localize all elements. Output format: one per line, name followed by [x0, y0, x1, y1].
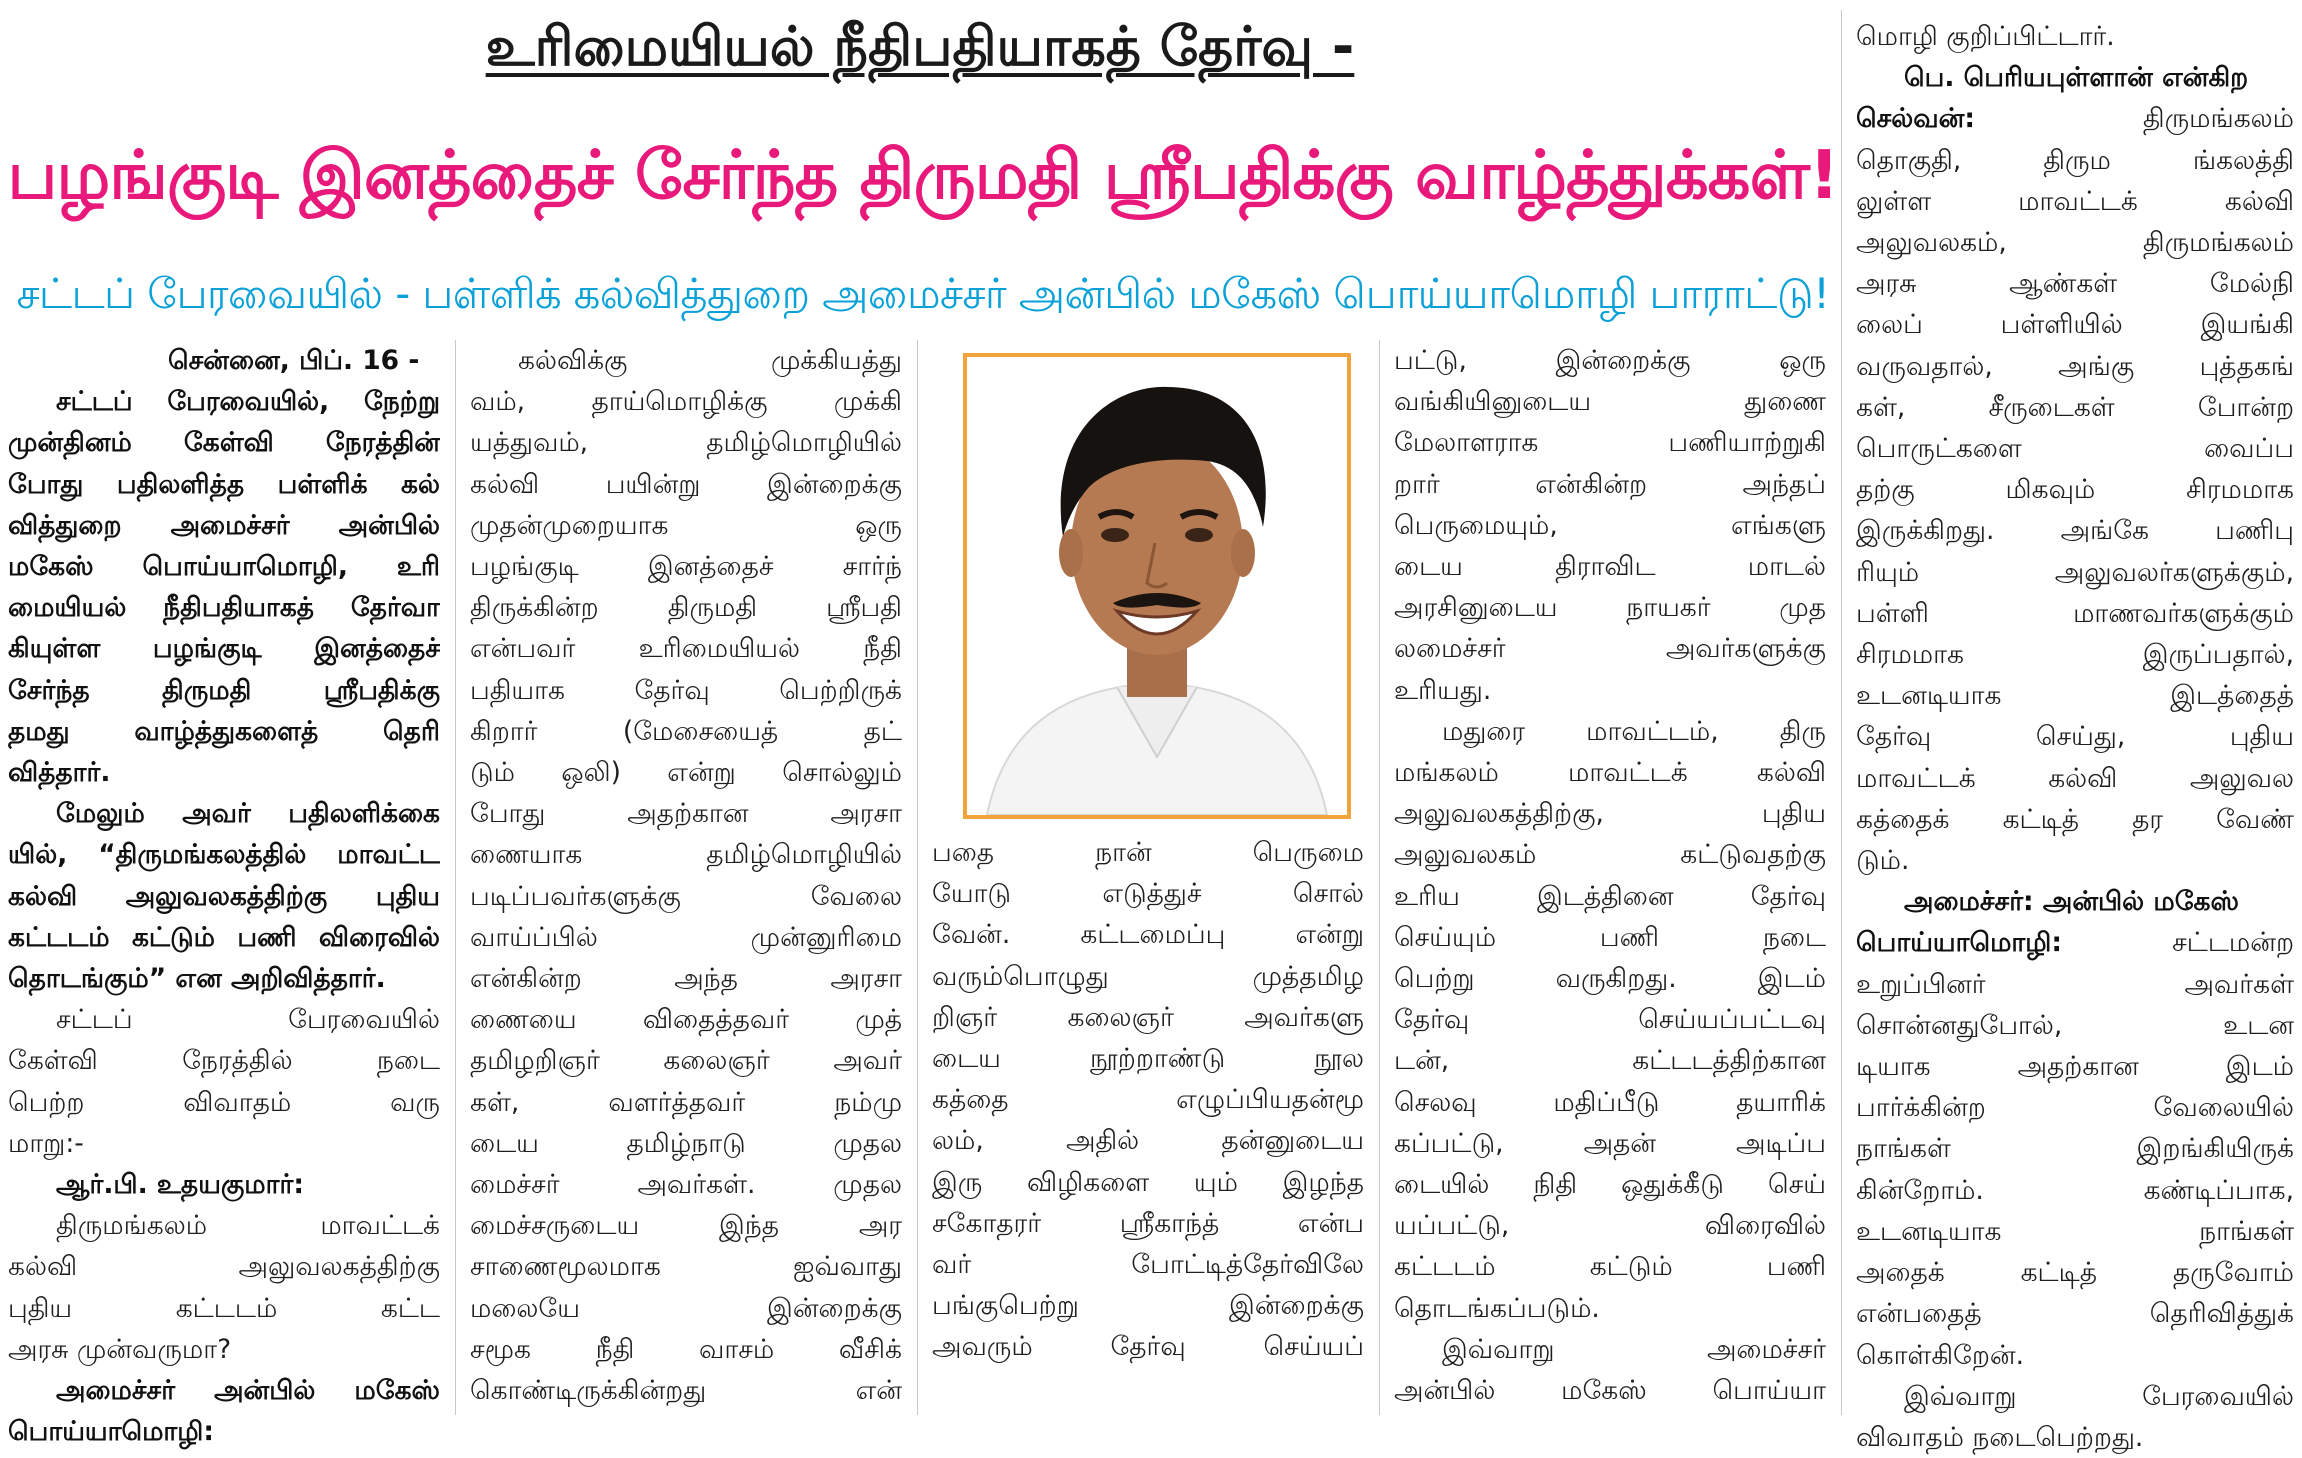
paragraph-line: லம், அதில் தன்னுடைய: [932, 1125, 1364, 1157]
paragraph-line: பள்ளி மாணவர்களுக்கும்: [1856, 597, 2294, 629]
paragraph-line: படிப்பவர்களுக்கு வேலை: [470, 880, 902, 912]
paragraph-line: வித்தார்.: [8, 757, 111, 789]
paragraph-line: கியுள்ள பழங்குடி இனத்தைச்: [8, 633, 440, 665]
paragraph-line: மலையே இன்றைக்கு: [470, 1292, 902, 1324]
speaker-label: செல்வன்:: [1856, 103, 1975, 135]
paragraph-line: செலவு மதிப்பீடு தயாரிக்: [1394, 1086, 1826, 1118]
paragraph-line: கத்தைக் கட்டித் தர வேண்: [1856, 803, 2294, 835]
paragraph-line: பதை நான் பெருமை: [932, 837, 1364, 868]
paragraph-line: சமூக நீதி வாசம் வீசிக்: [470, 1333, 902, 1365]
paragraph-line: பெற்று வருகிறது. இடம்: [1394, 963, 1826, 995]
paragraph-line: பொருட்களை வைப்ப: [1856, 433, 2294, 465]
paragraph-line: அரசினுடைய நாயகர் முத: [1394, 592, 1826, 624]
paragraph-line: மையியல் நீதிபதியாகத் தேர்வா: [8, 592, 440, 624]
paragraph-line: லைப் பள்ளியில் இயங்கி: [1856, 309, 2294, 341]
paragraph-line: சாணைமூலமாக ஐவ்வாது: [470, 1251, 902, 1283]
article-column-5: [1856, 16, 2294, 1458]
speaker-label: ஆர்.பி. உதயகுமார்:: [56, 1169, 304, 1201]
paragraph-line: மகேஸ் பொய்யாமொழி, உரி: [8, 551, 440, 583]
speaker-label: அமைச்சர்: அன்பில் மகேஸ்: [1904, 886, 2239, 918]
paragraph-line: உரியது.: [1394, 674, 1492, 706]
paragraph-line: கல்வி அலுவலகத்திற்கு புதிய: [8, 880, 440, 912]
paragraph-line: பெற்ற விவாதம் வரு: [8, 1086, 440, 1118]
paragraph-line: றார் என்கின்ற அந்தப்: [1394, 468, 1826, 500]
paragraph-line: கப்பட்டு, அதன் அடிப்ப: [1394, 1127, 1826, 1159]
minister-photo: [963, 353, 1351, 819]
paragraph-line: போது பதிலளித்த பள்ளிக் கல்: [8, 468, 440, 500]
paragraph-line: டும் ஒலி) என்று சொல்லும்: [470, 757, 902, 789]
article-column-3: [932, 832, 1364, 1368]
paragraph-line: வர் போட்டித்தேர்விலே: [932, 1249, 1364, 1281]
paragraph-line: என்கின்ற அந்த அரசா: [470, 963, 902, 995]
paragraph-line: கின்றோம். கண்டிப்பாக,: [1856, 1174, 2294, 1206]
paragraph-line: மங்கலம் மாவட்டக் கல்வி: [1394, 757, 1826, 789]
paragraph-line: கட்டடம் கட்டும் பணி: [1394, 1251, 1826, 1283]
paragraph-line: மைச்சருடைய இந்த அர: [470, 1210, 902, 1242]
paragraph-line: தொடங்கப்படும்.: [1394, 1292, 1600, 1324]
paragraph-line: திருக்கின்ற திருமதி ஸ்ரீபதி: [470, 592, 902, 624]
paragraph-line: பெருமையும், எங்களு: [1394, 509, 1826, 541]
paragraph-line: யத்துவம், தமிழ்மொழியில்: [470, 427, 902, 459]
paragraph-line: நாங்கள் இறங்கியிருக்: [1856, 1133, 2294, 1165]
dateline: சென்னை, பிப். 16 -: [168, 345, 420, 376]
paragraph-line: யில், “திருமங்கலத்தில் மாவட்ட: [8, 839, 440, 871]
paragraph-line: டன், கட்டடத்திற்கான: [1394, 1045, 1826, 1077]
paragraph-line: சேர்ந்த திருமதி ஸ்ரீபதிக்கு: [8, 674, 440, 706]
paragraph-line: புதிய கட்டடம் கட்ட: [8, 1292, 440, 1324]
paragraph-line: றிஞர் கலைஞர் அவர்களு: [932, 1001, 1364, 1033]
column-divider: [917, 340, 918, 1415]
paragraph-line: தொடங்கும்” என அறிவித்தார்.: [8, 963, 386, 995]
paragraph-line: திருமங்கலம் மாவட்டக்: [56, 1210, 440, 1242]
paragraph-line: டைய தமிழ்நாடு முதல: [470, 1127, 902, 1159]
paragraph-line: பார்க்கின்ற வேலையில்: [1856, 1092, 2294, 1124]
paragraph-line: மேலாளராக பணியாற்றுகி: [1394, 427, 1826, 459]
paragraph-line: டைய நூற்றாண்டு நூல: [932, 1043, 1364, 1075]
paragraph-line: கல்வி அலுவலகத்திற்கு: [8, 1251, 440, 1283]
speaker-label: பொய்யாமொழி:: [8, 1416, 214, 1448]
paragraph-line: மதுரை மாவட்டம், திரு: [1442, 715, 1826, 747]
paragraph-line: கள், வளர்த்தவர் நம்மு: [470, 1086, 902, 1118]
paragraph-line: தேர்வு செய்யப்பட்டவு: [1394, 1004, 1826, 1036]
paragraph-line: ணையாக தமிழ்மொழியில்: [470, 839, 902, 871]
paragraph-text: திருமங்கலம்: [2142, 103, 2294, 135]
column-divider: [455, 340, 456, 1415]
column-divider: [1379, 340, 1380, 1415]
paragraph-line: தொகுதி, திரும ங்கலத்தி: [1856, 144, 2294, 176]
speaker-label: பொய்யாமொழி:: [1856, 927, 2062, 959]
speaker-label: பெ. பெரியபுள்ளான் என்கிற: [1904, 62, 2249, 94]
paragraph-line: வருவதால், அங்கு புத்தகங்: [1856, 350, 2294, 382]
paragraph-line: [1856, 922, 2294, 963]
article-column-1: [8, 340, 440, 1452]
paragraph-line: அரசு முன்வருமா?: [8, 1333, 232, 1365]
paragraph-line: [1856, 98, 2294, 139]
sub-headline: சட்டப் பேரவையில் - பள்ளிக் கல்வித்துறை அமைச்சர் அன்பில் மகேஸ் பொய்யாமொழி பாராட்டு!: [16, 269, 1830, 318]
paragraph-line: பங்குபெற்று இன்றைக்கு: [932, 1290, 1364, 1322]
paragraph-line: அலுவலகம் கட்டுவதற்கு: [1394, 839, 1826, 871]
paragraph-line: கொண்டிருக்கின்றது என்: [470, 1375, 902, 1407]
kicker-heading: [0, 12, 1840, 82]
article-column-2: [470, 340, 902, 1411]
paragraph-line: லமைச்சர் அவர்களுக்கு: [1394, 633, 1826, 665]
paragraph-line: அவரும் தேர்வு செய்யப்: [932, 1331, 1364, 1363]
paragraph-line: அரசு ஆண்கள் மேல்நி: [1856, 268, 2294, 300]
paragraph-line: தமது வாழ்த்துகளைத் தெரி: [8, 715, 440, 747]
paragraph-line: வித்துறை அமைச்சர் அன்பில்: [8, 509, 440, 541]
paragraph-line: கல்வி பயின்று இன்றைக்கு: [470, 468, 902, 500]
paragraph-line: சிரமமாக இருப்பதால்,: [1856, 639, 2294, 671]
paragraph-line: வங்கியினுடைய துணை: [1394, 386, 1826, 418]
paragraph-line: செய்யும் பணி நடை: [1394, 921, 1826, 953]
paragraph-line: இவ்வாறு பேரவையில்: [1904, 1380, 2294, 1412]
paragraph-line: மைச்சர் அவர்கள். முதல: [470, 1169, 902, 1201]
speaker-label: அமைச்சர் அன்பில் மகேஸ்: [56, 1375, 440, 1407]
paragraph-line: பட்டு, இன்றைக்கு ஒரு: [1394, 345, 1826, 376]
paragraph-line: உரிய இடத்தினை தேர்வு: [1394, 880, 1826, 912]
kicker-text: உரிமையியல் நீதிபதியாகத் தேர்வு -: [485, 15, 1355, 78]
paragraph-line: சட்டப் பேரவையில்: [56, 1004, 440, 1036]
paragraph-text: சட்டமன்ற: [2172, 927, 2294, 959]
article-column-4: [1394, 340, 1826, 1411]
paragraph-line: தற்கு மிகவும் சிரமமாக: [1856, 474, 2294, 506]
paragraph-line: என்பவர் உரிமையியல் நீதி: [470, 633, 902, 665]
paragraph-line: அதைக் கட்டித் தருவோம்: [1856, 1257, 2294, 1289]
paragraph-line: இரு விழிகளை யும் இழந்த: [932, 1166, 1364, 1198]
paragraph-line: டைய திராவிட மாடல்: [1394, 551, 1826, 583]
paragraph-line: யப்பட்டு, விரைவில்: [1394, 1210, 1826, 1242]
paragraph-line: போது அதற்கான அரசா: [470, 798, 902, 830]
paragraph-line: கல்விக்கு முக்கியத்து: [518, 345, 902, 376]
paragraph-line: கொள்கிறேன்.: [1856, 1339, 2025, 1371]
paragraph-line: பழங்குடி இனத்தைச் சார்ந்: [470, 551, 902, 583]
paragraph-line: சகோதரர் ஸ்ரீகாந்த் என்ப: [932, 1207, 1364, 1239]
paragraph-line: வேன். கட்டமைப்பு என்று: [932, 919, 1364, 951]
paragraph-line: சட்டப் பேரவையில், நேற்று: [56, 386, 440, 418]
paragraph-line: வரும்பொழுது முத்தமிழ: [932, 960, 1364, 992]
paragraph-line: முதன்முறையாக ஒரு: [470, 509, 902, 541]
paragraph-line: வாய்ப்பில் முன்னுரிமை: [470, 921, 902, 953]
paragraph-line: அன்பில் மகேஸ் பொய்யா: [1394, 1375, 1826, 1407]
paragraph-line: இருக்கிறது. அங்கே பணிபு: [1856, 515, 2294, 547]
paragraph-line: ரியும் அலுவலர்களுக்கும்,: [1856, 556, 2294, 588]
column-divider: [1841, 10, 1842, 1415]
paragraph-line: அலுவலகத்திற்கு, புதிய: [1394, 798, 1826, 830]
paragraph-line: டியாக அதற்கான இடம்: [1856, 1051, 2294, 1083]
paragraph-line: உடனடியாக நாங்கள்: [1856, 1215, 2294, 1247]
paragraph-line: சொன்னதுபோல், உடன: [1856, 1009, 2294, 1041]
paragraph-line: கிறார் (மேசையைத் தட்: [470, 715, 902, 747]
paragraph-line: பதியாக தேர்வு பெற்றிருக்: [470, 674, 902, 706]
paragraph-line: முன்தினம் கேள்வி நேரத்தின்: [8, 427, 440, 459]
paragraph-line: மேலும் அவர் பதிலளிக்கை: [56, 798, 440, 830]
paragraph-line: கட்டடம் கட்டும் பணி விரைவில்: [8, 921, 440, 953]
paragraph-line: ணையை விதைத்தவர் முத்: [470, 1004, 902, 1036]
paragraph-line: மாறு:-: [8, 1127, 84, 1159]
paragraph-line: வம், தாய்மொழிக்கு முக்கி: [470, 386, 902, 418]
paragraph-line: கத்தை எழுப்பியதன்மூ: [932, 1084, 1364, 1116]
paragraph-line: உடனடியாக இடத்தைத்: [1856, 680, 2294, 712]
paragraph-line: லுள்ள மாவட்டக் கல்வி: [1856, 185, 2294, 217]
paragraph-line: டும்.: [1856, 845, 1910, 877]
paragraph-line: விவாதம் நடைபெற்றது.: [1856, 1421, 2144, 1453]
paragraph-line: தேர்வு செய்து, புதிய: [1856, 721, 2294, 753]
paragraph-line: டையில் நிதி ஒதுக்கீடு செய்: [1394, 1169, 1826, 1201]
paragraph-line: அலுவலகம், திருமங்கலம்: [1856, 227, 2294, 259]
paragraph-line: உறுப்பினர் அவர்கள்: [1856, 968, 2294, 1000]
paragraph-line: மொழி குறிப்பிட்டார்.: [1856, 21, 2115, 52]
paragraph-line: இவ்வாறு அமைச்சர்: [1442, 1333, 1826, 1365]
paragraph-line: மாவட்டக் கல்வி அலுவல: [1856, 762, 2294, 794]
paragraph-line: யோடு எடுத்துச் சொல்: [932, 878, 1364, 910]
main-headline: பழங்குடி இனத்தைச் சேர்ந்த திருமதி ஸ்ரீபதிக்கு வாழ்த்துக்கள்!: [7, 136, 1839, 214]
paragraph-line: கேள்வி நேரத்தில் நடை: [8, 1045, 440, 1077]
paragraph-line: கள், சீருடைகள் போன்ற: [1856, 391, 2294, 423]
paragraph-line: தமிழறிஞர் கலைஞர் அவர்: [470, 1045, 902, 1077]
paragraph-line: என்பதைத் தெரிவித்துக்: [1856, 1298, 2294, 1330]
portrait-image: [967, 357, 1347, 815]
